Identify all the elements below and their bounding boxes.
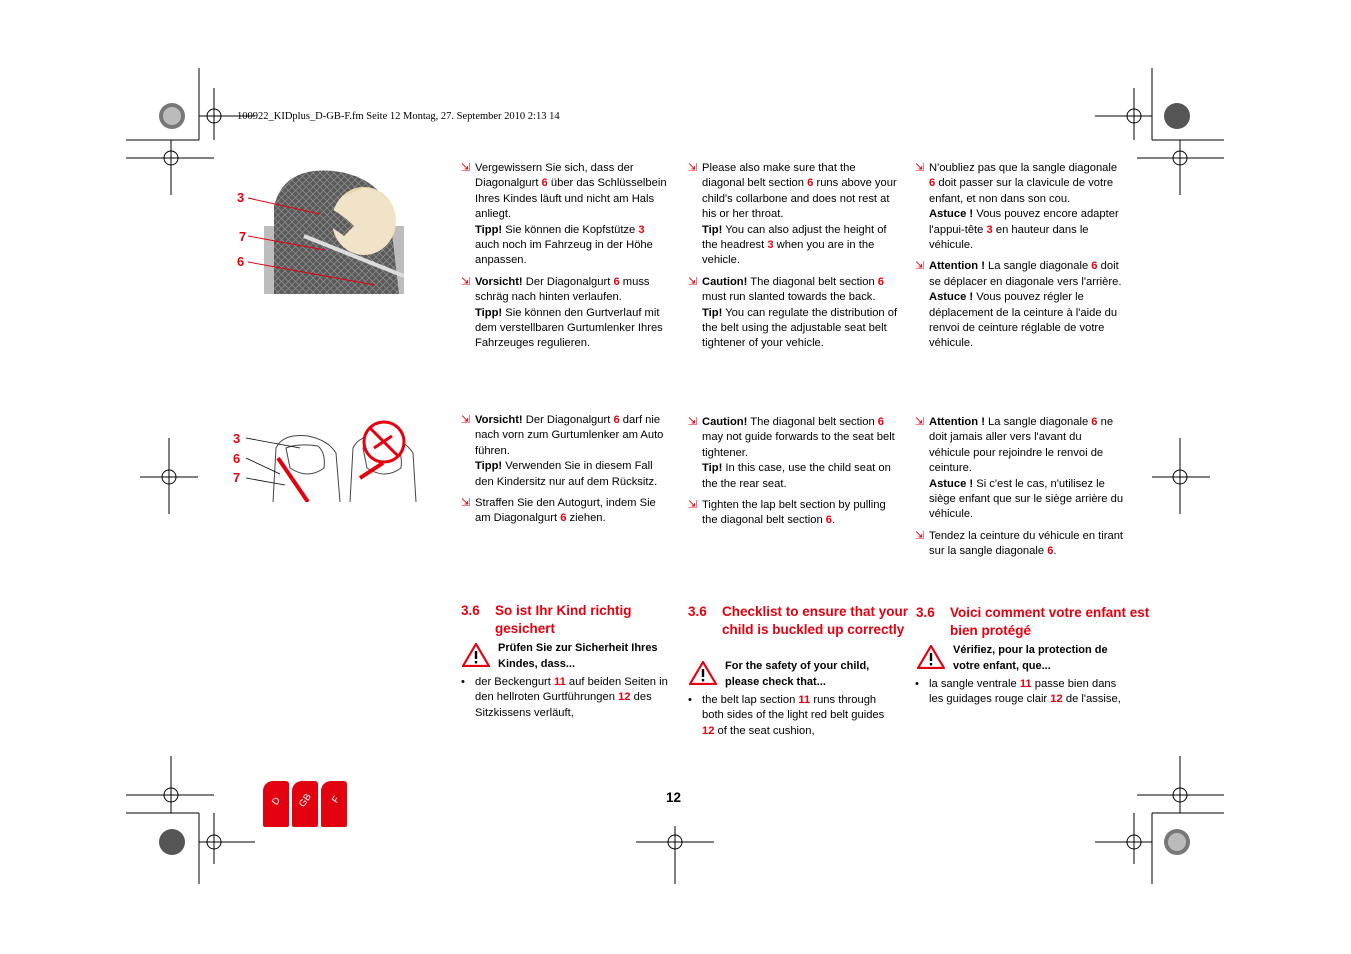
- row2-english-column: [688, 415, 898, 535]
- caution-paragraph: ⇲ Attention ! La sangle diagonale 6 ne doit jamais aller vers l'avant du véhicule pour rejoindre le renvoi de ceinture. Astuce ! Si c'est le cas, n'utilisez le siège enfant que sur le siège arrière du véhicule.: [915, 416, 1124, 521]
- row1-english-column: [688, 161, 898, 358]
- caution-paragraph: ⇲ Vorsicht! Der Diagonalgurt 6 darf nie nach vorn zum Gurtumlenker am Auto führen. Tipp! Verwenden Sie in diesem Fall den Kindersitz nur auf dem Rücksitz.: [461, 414, 664, 488]
- instruction-paragraph: ⇲ Tighten the lap belt section by pulling the diagonal belt section 6.: [688, 499, 886, 527]
- caution-paragraph: ⇲ Attention ! La sangle diagonale 6 doit se déplacer en diagonale vers l'arrière. Astuce ! Vous pouvez régler le déplacement de la ceinture à l'aide du renvoi de ceinture réglable de votre véhicule.: [915, 260, 1122, 350]
- safety-warning-de: Prüfen Sie zur Sicherheit Ihres Kindes, dass...: [462, 641, 682, 675]
- warning-triangle-icon: [462, 643, 490, 667]
- instruction-paragraph: ⇲ Vergewissern Sie sich, dass der Diagonalgurt 6 über das Schlüsselbein Ihres Kindes läuft und nicht am Hals anliegt. Tipp! Sie können die Kopfstütze 3 auch noch im Fahrzeug in der Höhe anpassen.: [461, 162, 667, 267]
- figure-2-label-7: 7: [233, 470, 241, 485]
- row1-french-column: [915, 161, 1125, 358]
- section-number: 3.6: [688, 604, 707, 619]
- caution-paragraph: ⇲ Caution! The diagonal belt section 6 must run slanted towards the back. Tip! You can regulate the distribution of the belt using the adjustable seat belt tightener of your vehicle.: [688, 275, 898, 350]
- instruction-paragraph: ⇲ Please also make sure that the diagonal belt section 6 runs above your child's collarbone and does not rest at his or her throat. Tip! You can also adjust the height of the headrest 3 when you are in the vehicle.: [688, 162, 897, 267]
- safety-warning-fr: Vérifiez, pour la protection de votre enfant, que...: [917, 643, 1137, 677]
- row2-german-column: [461, 413, 671, 533]
- arrow-icon: ⇲: [915, 529, 925, 542]
- section-heading-fr: [916, 604, 1156, 644]
- print-header: 100922_KIDplus_D-GB-F.fm Seite 12 Montag, 27. September 2010 2:13 14: [237, 111, 560, 122]
- arrow-icon: ⇲: [688, 275, 698, 288]
- arrow-icon: ⇲: [915, 260, 925, 273]
- language-tab-gb[interactable]: GB: [292, 781, 318, 827]
- arrow-icon: ⇲: [915, 162, 925, 174]
- figure-2-label-3: 3: [233, 431, 241, 446]
- arrow-icon: ⇲: [461, 497, 471, 510]
- section-title: Checklist to ensure that your child is buckled up correctly: [722, 604, 909, 637]
- section-number: 3.6: [916, 605, 935, 620]
- instruction-paragraph: ⇲ N'oubliez pas que la sangle diagonale 6 doit passer sur la clavicule de votre enfant, et non dans son cou. Astuce ! Vous pouvez encore adapter l'appui-tête 3 en hauteur dans le véhicule.: [915, 162, 1119, 252]
- figure-1-label-6: 6: [237, 254, 245, 269]
- figure-2-label-6: 6: [233, 451, 241, 466]
- arrow-icon: ⇲: [688, 416, 698, 428]
- arrow-icon: ⇲: [461, 162, 471, 174]
- figure-2-leader-lines: [240, 430, 320, 490]
- caution-paragraph: ⇲ Caution! The diagonal belt section 6 may not guide forwards to the seat belt tightener. Tip! In this case, use the child seat on the the rear seat.: [688, 416, 895, 490]
- language-tab-de[interactable]: D: [263, 781, 289, 827]
- caution-paragraph: ⇲ Vorsicht! Der Diagonalgurt 6 muss schräg nach hinten verlaufen. Tipp! Sie können den Gurtverlauf mit dem verstellbaren Gurtumlenker Ihres Fahrzeuges regulieren.: [461, 275, 663, 350]
- section-title: Voici comment votre enfant est bien protégé: [950, 605, 1150, 638]
- arrow-icon: ⇲: [688, 499, 698, 512]
- figure-1-leader-lines: [240, 190, 380, 290]
- section-heading-de: [461, 602, 701, 642]
- page-number: 12: [666, 790, 682, 805]
- instruction-paragraph: ⇲ Straffen Sie den Autogurt, indem Sie am Diagonalgurt 6 ziehen.: [461, 497, 656, 525]
- instruction-paragraph: ⇲ Tendez la ceinture du véhicule en tirant sur la sangle diagonale 6.: [915, 529, 1124, 558]
- arrow-icon: ⇲: [915, 416, 925, 428]
- row2-french-column: [915, 415, 1125, 566]
- row1-german-column: [461, 161, 671, 358]
- section-title: So ist Ihr Kind richtig gesichert: [495, 603, 632, 636]
- figure-1-label-7: 7: [239, 229, 247, 244]
- language-tab-f[interactable]: F: [321, 781, 347, 827]
- arrow-icon: ⇲: [461, 275, 471, 288]
- arrow-icon: ⇲: [461, 414, 471, 426]
- safety-warning-en: For the safety of your child, please check that...: [689, 659, 909, 693]
- figure-1-label-3: 3: [237, 190, 245, 205]
- warning-triangle-icon: [917, 645, 945, 669]
- arrow-icon: ⇲: [688, 162, 698, 174]
- section-number: 3.6: [461, 603, 480, 618]
- warning-triangle-icon: [689, 661, 717, 685]
- section-heading-en: [688, 603, 928, 659]
